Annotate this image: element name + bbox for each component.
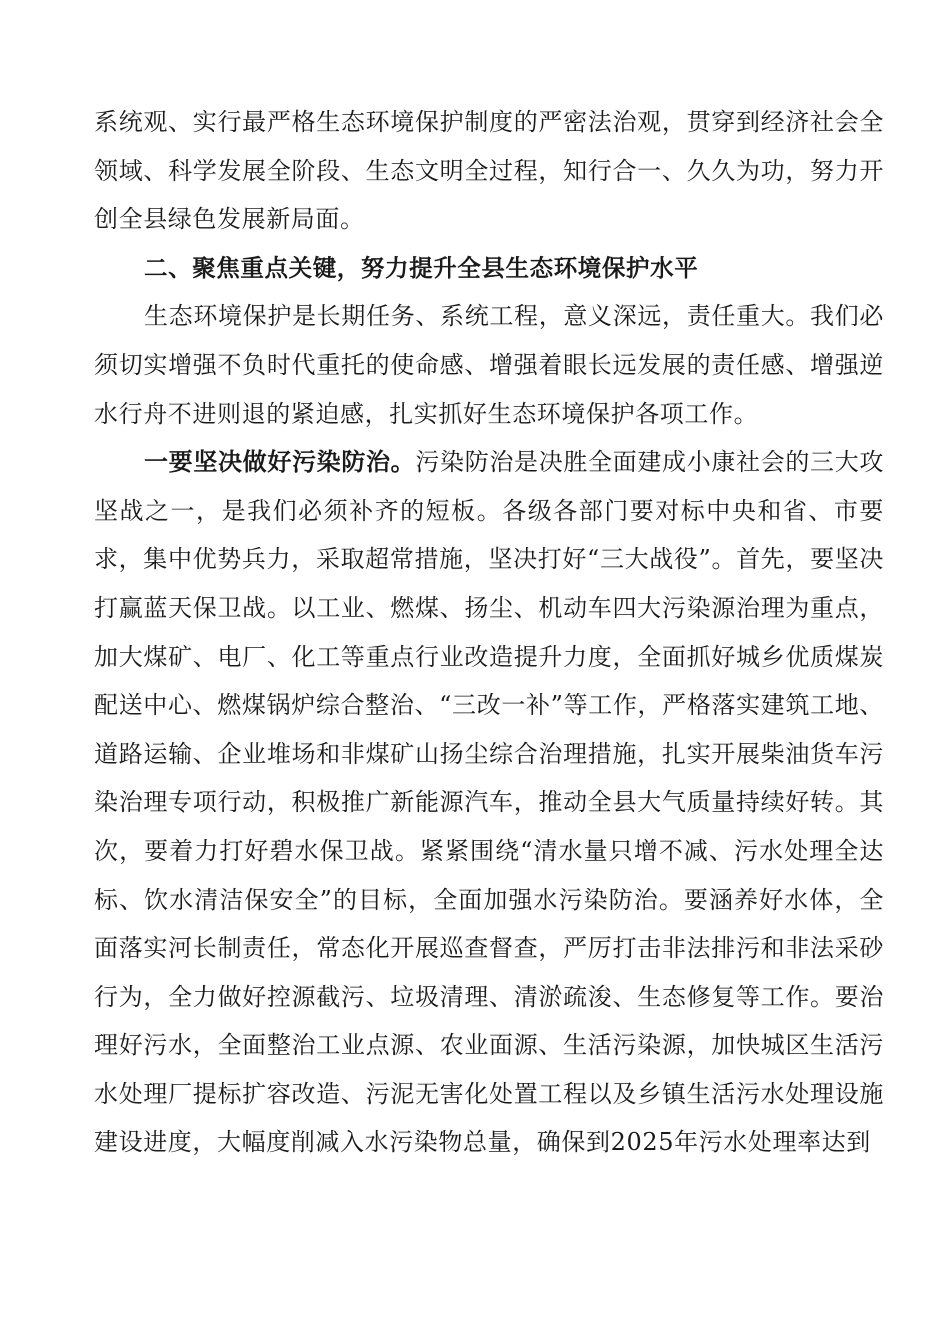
paragraph-body: 污染防治是决胜全面建成小康社会的三大攻坚战之一，是我们必须补齐的短板。各级各部门要对标中央和省、市要求，集中优势兵力，采取超常措施，坚决打好“三大战役”。首先，要坚决打赢蓝天保卫战。以工业、燃煤、扬尘、机动车四大污染源治理为重点，加大煤矿、电厂、化工等重点行业改造提升力度，全面抓好城乡优质煤炭配送中心、燃煤锅炉综合整治、“三改一补”等工作，严格落实建筑工地、道路运输、企业堆场和非煤矿山扬尘综合治理措施，扎实开展柴油货车污染治理专项行动，积极推广新能源汽车，推动全县大气质量持续好转。其次，要着力打好碧水保卫战。紧紧围绕“清水量只增不减、污水处理全达标、饮水清洁保安全”的目标，全面加强水污染防治。要涵养好水体，全面落实河长制责任，常态化开展巡查督查，严厉打击非法排污和非法采砂行为，全力做好控源截污、垃圾清理、清淤疏浚、生态修复等工作。要治理好污水，全面整治工业点源、农业面源、生活污染源，加快城区生活污水处理厂提标扩容改造、污泥无害化处置工程以及乡镇生活污水处理设施建设进度，大幅度削减入水污染物总量，确保到2025年污水处理率达到: [94, 448, 884, 1157]
paragraph-continuation: 系统观、实行最严格生态环境保护制度的严密法治观，贯穿到经济社会全领域、科学发展全阶段、生态文明全过程，知行合一、久久为功，努力开创全县绿色发展新局面。: [94, 108, 884, 234]
section-heading: 二、聚焦重点关键，努力提升全县生态环境保护水平: [144, 253, 699, 282]
paragraph-lead: 一要坚决做好污染防治。: [144, 448, 416, 477]
document-body: [94, 98, 884, 1167]
paragraph-pollution: [94, 438, 884, 1167]
paragraph-intro: 生态环境保护是长期任务、系统工程，意义深远，责任重大。我们必须切实增强不负时代重托的使命感、增强着眼长远发展的责任感、增强逆水行舟不进则退的紧迫感，扎实抓好生态环境保护各项工作。: [94, 302, 884, 428]
